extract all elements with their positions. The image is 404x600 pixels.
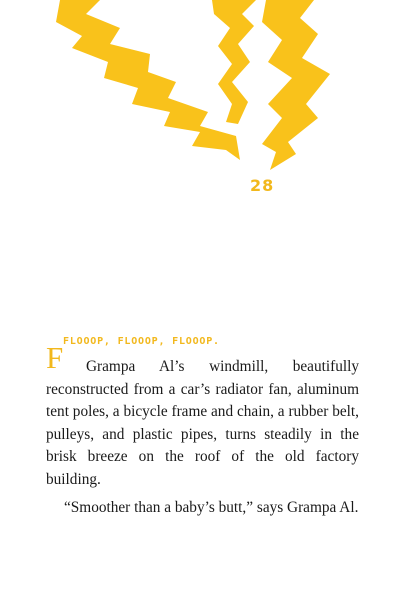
lightning-bolt-right [262,0,330,170]
lightning-bolt-middle [212,0,256,124]
lightning-bolt-left [56,0,240,160]
lightning-bolts-icon [0,0,404,180]
paragraph-1: Grampa Al’s windmill, beautifully reconstructed from a car’s radiator fan, aluminum tent poles, a bicycle frame and chain, a rubber belt, pulleys, and plastic pipes, turns steadily in the brisk breeze on the roof of the old factory building. [46,358,359,488]
body-text [46,356,359,520]
chapter-opening-sound: FLOOOP, FLOOOP, FLOOOP. [63,336,220,347]
chapter-number: 28 [250,176,275,195]
drop-cap: F [46,340,64,375]
paragraph-2: “Smoother than a baby’s butt,” says Grampa Al. [64,499,359,516]
